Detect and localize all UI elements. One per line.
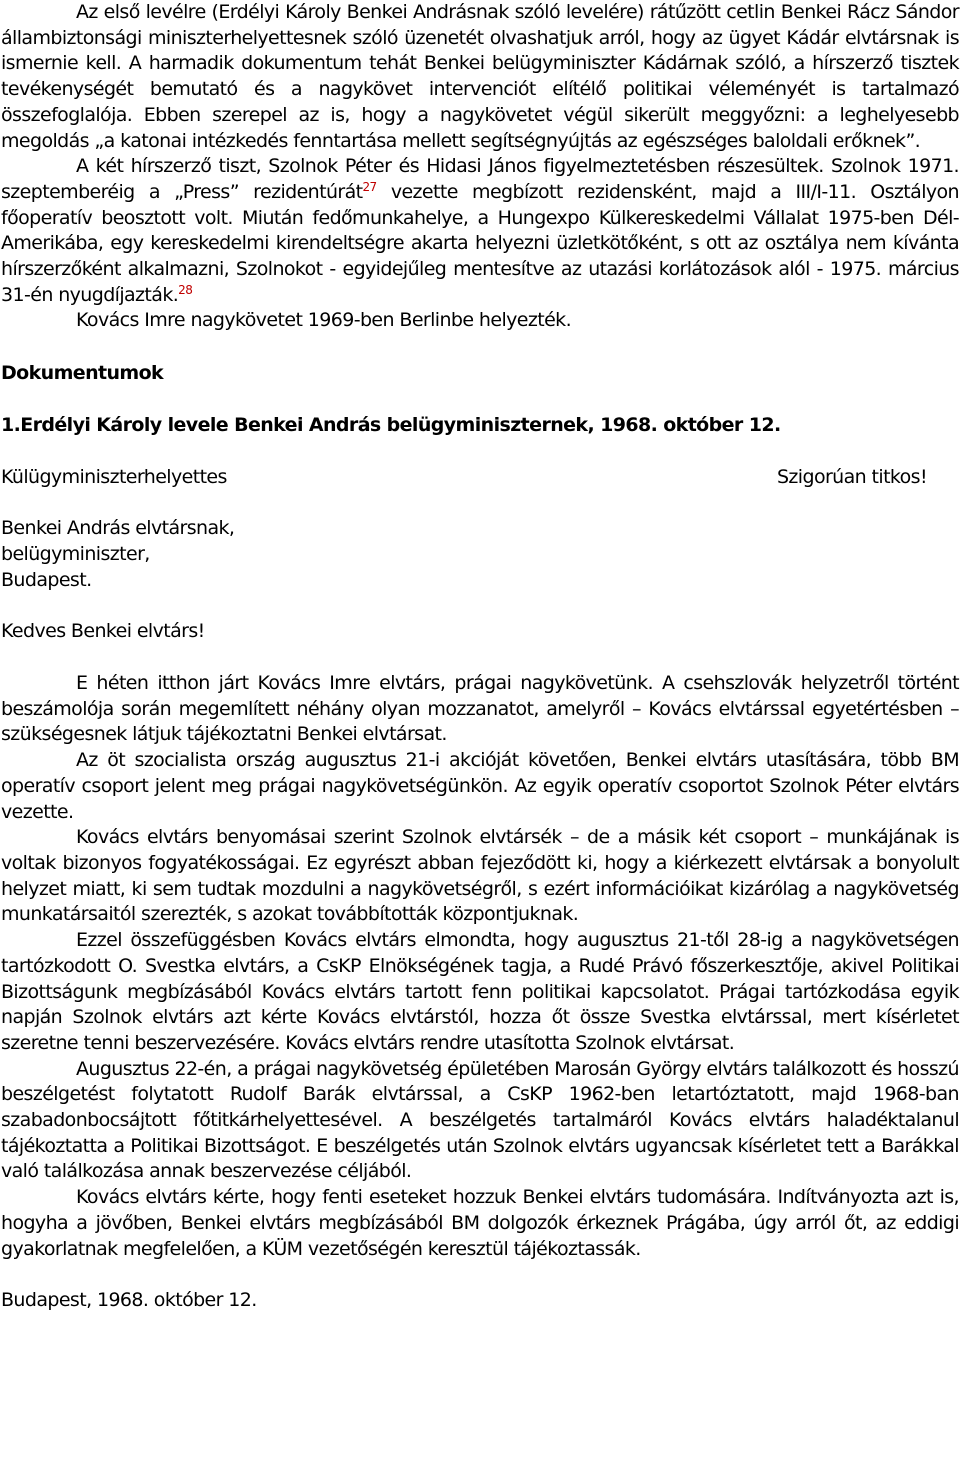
- letter-paragraph: Ezzel összefüggésben Kovács elvtárs elmondta, hogy augusztus 21-től 28-ig a nagykövetségen tartózkodott O. Svestka elvtárs, a CsKP Elnökségének tagja, a Rudé Právó főszerkesztője, akivel Politikai Bizottságunk megbízásából Kovács elvtárs tartott fenn politikai kapcsolatot. Prágai tartózkodása egyik napján Szolnok elvtárs azt kérte Kovács elvtárstól, hozza őt össze Svestka elvtárssal, mert kísérletet szeretne tenni beszervezésére. Kovács elvtárs rendre utasította Szolnok elvtársat.: [1, 929, 959, 1054]
- footnote-ref-28[interactable]: 28: [178, 282, 193, 297]
- letter-paragraph: Augusztus 22-én, a prágai nagykövetség épületében Marosán György elvtárs találkozott és hosszú beszélgetést folytatott Rudolf Barák elvtárssal, a CsKP 1962-ben letartóztatott, majd 1968-ban szabadonbocsájtott főtitkárhelyettesével. A beszélgetés tartalmáról Kovács elvtárs haladéktalanul tájékoztatta a Politikai Bizottságot. E beszélgetés után Szolnok elvtárs ugyancsak kísérletet tett a Barákkal való találkozása annak beszervezése céljából.: [1, 1057, 959, 1183]
- letter-paragraph: E héten itthon járt Kovács Imre elvtárs, prágai nagykövetünk. A csehszlovák helyzetről történt beszámolója során megemlített néhány olyan mozzanatot, amelyről – Kovács elvtárssal egyetértésben – szükségesnek látjuk tájékoztatni Benkei elvtársat.: [1, 672, 959, 746]
- addressee-line-1: Benkei András elvtársnak,: [1, 517, 235, 540]
- sender-title: Külügyminiszterhelyettes: [1, 465, 227, 488]
- letter-body: [1, 671, 959, 1262]
- date-line: Budapest, 1968. október 12.: [1, 1289, 257, 1312]
- letter-header: [1, 465, 959, 491]
- intro-paragraph-2-rest: vezette megbízott rezidensként, majd a III/I-11. Osztályon főoperatív beosztott volt. Miután fedőmunkahelye, a Hungexpo Külkereskedelmi Vállalat 1975-ben Dél-Amerikába, egy kereskedelmi kirendeltségre akarta helyezni üzletkötőként, s ott az osztálya nem kívánta hírszerzőként alkalmazni, Szolnokot - egyidejűleg mentesítve az utazási korlátozások alól - 1975. március 31-én nyugdíjazták.: [1, 180, 959, 306]
- classification-label: Szigorúan titkos!: [776, 465, 927, 488]
- intro-paragraph-2-start: A két hírszerző tiszt, Szolnok Péter és Hidasi János figyelmeztetésben részesültek. Szolnok 1971. szeptemberéig a „Press” rezidentúrát: [1, 155, 959, 203]
- section-title: Dokumentumok: [1, 362, 164, 385]
- intro-paragraph-2: [1, 154, 959, 308]
- addressee-block: [1, 516, 959, 593]
- intro-paragraph-3: Kovács Imre nagykövetet 1969-ben Berlinbe helyezték.: [76, 309, 572, 332]
- letter-paragraph: Kovács elvtárs kérte, hogy fenti eseteket hozzuk Benkei elvtárs tudomására. Indítványozta azt is, hogyha a jövőben, Benkei elvtárs megbízásából BM dolgozók érkeznek Prágába, úgy arról őt, az eddigi gyakorlatnak megfelelően, a KÜM vezetőségén keresztül tájékoztassák.: [1, 1186, 959, 1260]
- salutation: Kedves Benkei elvtárs!: [1, 620, 205, 643]
- letter-paragraph: Kovács elvtárs benyomásai szerint Szolnok elvtársék – de a másik két csoport – munkájának is voltak bizonyos fogyatékosságai. Ez egyrészt abban fejeződött ki, hogy a kiérkezett elvtársak a bonyolult helyzet miatt, ki sem tudtak mozdulni a nagykövetségről, s ezért információikat kizárólag a nagykövetség munkatársaitól szerezték, s azokat továbbították központjuknak.: [1, 826, 959, 926]
- addressee-line-2: belügyminiszter,: [1, 542, 150, 565]
- intro-paragraph-1: Az első levélre (Erdélyi Károly Benkei Andrásnak szóló levelére) rátűzött cetlin Benkei Rácz Sándor állambiztonsági miniszterhelyettesnek szóló üzenetét olvashatjuk arról, hogy az ügyet Kádár elvtársnak is ismernie kell. A harmadik dokumentum tehát Benkei belügyminiszter Kádárnak szóló, a hírszerző tisztek tevékenységét bemutató és a nagykövet intervenciót elítélő politikai véleményét is tartalmazó összefoglalója. Ebben szerepel az is, hogy a nagykövetet végül sikerült meggyőzni: a leghelyesebb megoldás „a katonai intézkedés fenntartása mellett segítségnyújtás az egészséges baloldali erőknek”.: [1, 1, 959, 152]
- footnote-ref-27[interactable]: 27: [362, 179, 377, 194]
- letter-paragraph: Az öt szocialista ország augusztus 21-i akcióját követően, Benkei elvtárs utasítására, több BM operatív csoport jelent meg prágai nagykövetségünkön. Az egyik operatív csoportot Szolnok Péter elvtárs vezette.: [1, 749, 959, 823]
- addressee-line-3: Budapest.: [1, 568, 92, 591]
- document-title: 1.Erdélyi Károly levele Benkei András belügyminiszternek, 1968. október 12.: [1, 413, 781, 436]
